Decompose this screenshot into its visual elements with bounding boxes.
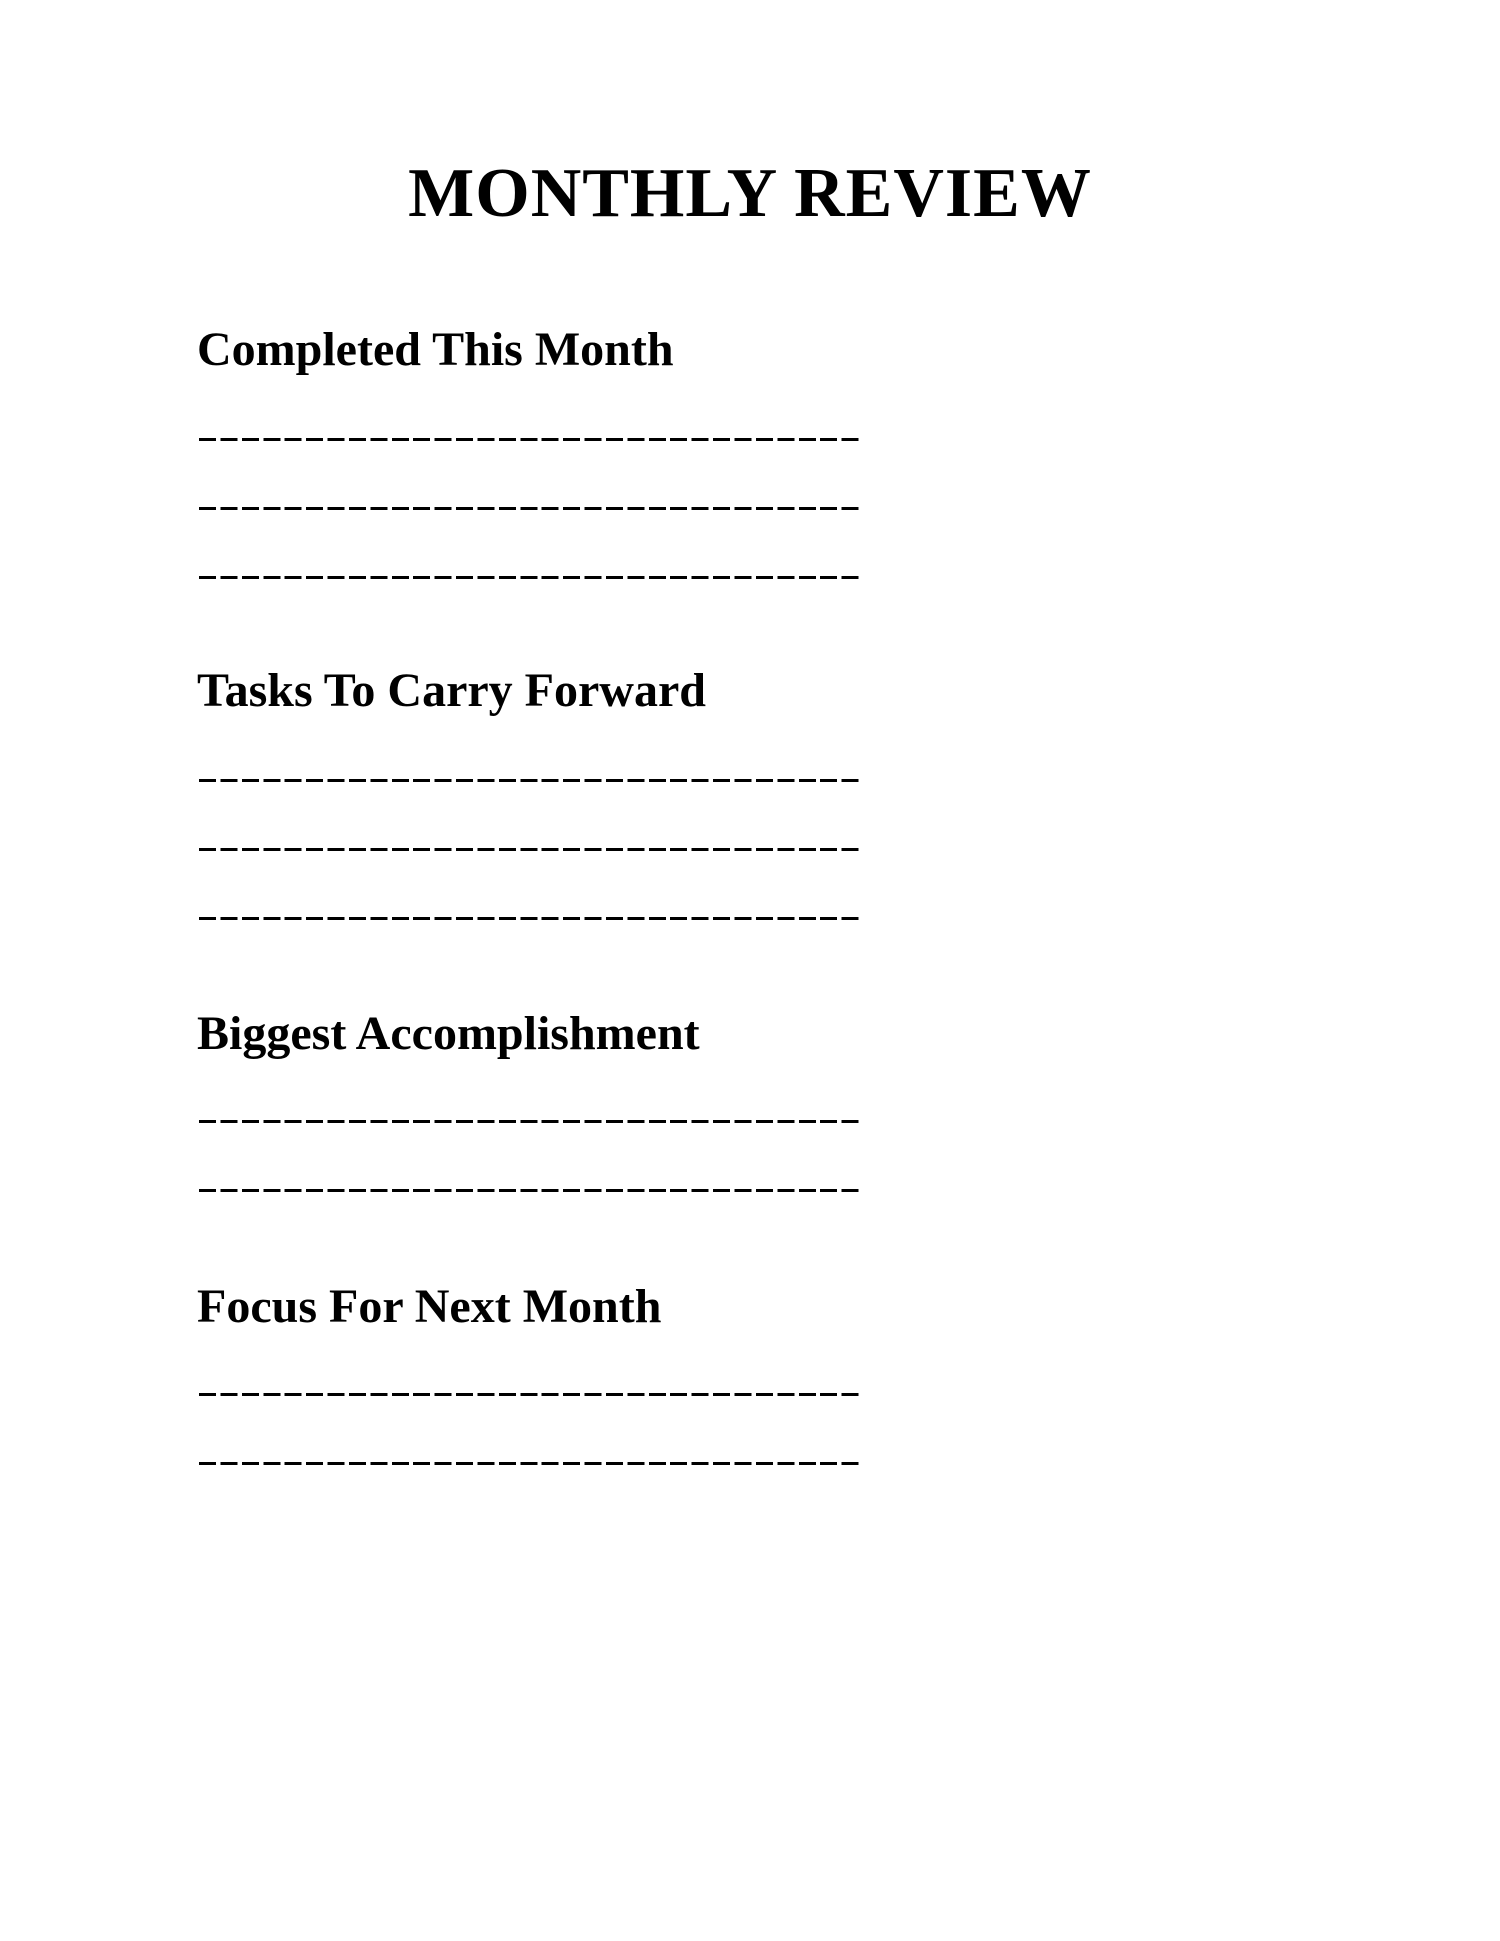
page-title: MONTHLY REVIEW	[408, 155, 1092, 232]
section-heading-completed-this-month: Completed This Month	[197, 323, 674, 376]
section-heading-biggest-accomplishment: Biggest Accomplishment	[197, 1007, 700, 1060]
section-heading-tasks-to-carry-forward: Tasks To Carry Forward	[197, 664, 706, 717]
writing-line	[199, 1393, 863, 1396]
writing-line	[199, 576, 863, 579]
writing-line	[199, 507, 863, 510]
writing-line	[199, 779, 863, 782]
writing-line	[199, 1189, 863, 1192]
writing-line	[199, 438, 863, 441]
writing-line	[199, 1462, 863, 1465]
writing-line	[199, 848, 863, 851]
writing-line	[199, 1120, 863, 1123]
section-heading-focus-for-next-month: Focus For Next Month	[197, 1280, 662, 1333]
writing-line	[199, 917, 863, 920]
